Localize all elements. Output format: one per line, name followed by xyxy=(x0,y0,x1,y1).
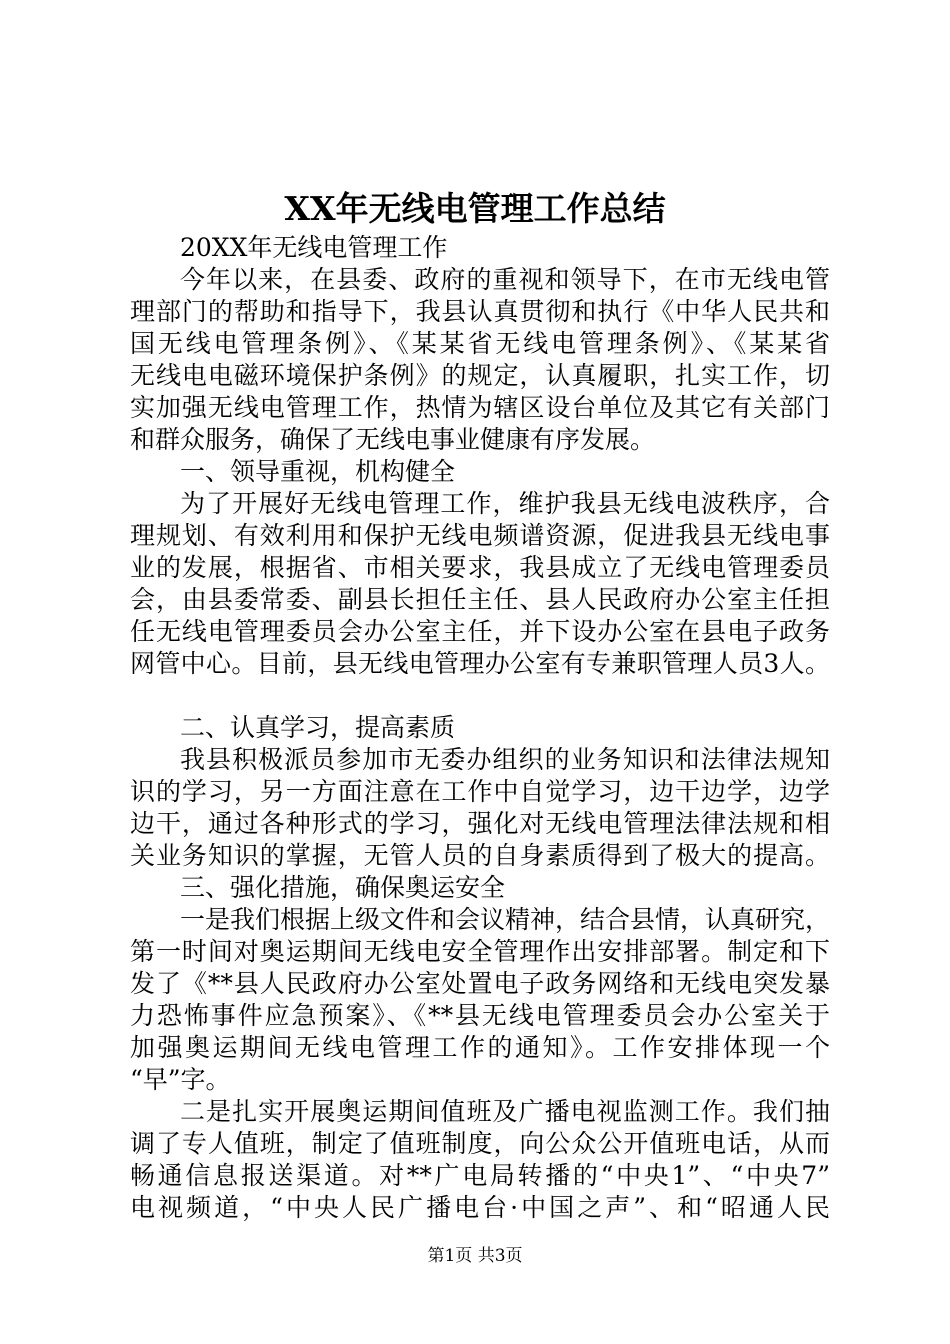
paragraph-line: 任无线电管理委员会办公室主任，并下设办公室在县电子政务 xyxy=(130,617,830,646)
paragraph-line: 理部门的帮助和指导下，我县认真贯彻和执行《中华人民共和 xyxy=(130,297,830,326)
paragraph-line: 发了《**县人民政府办公室处置电子政务网络和无线电突发暴 xyxy=(130,969,830,998)
paragraph-line: 力恐怖事件应急预案》、《**县无线电管理委员会办公室关于 xyxy=(130,1001,830,1030)
paragraph-line: 理规划、有效利用和保护无线电频谱资源，促进我县无线电事 xyxy=(130,521,830,550)
paragraph-line: 和群众服务，确保了无线电事业健康有序发展。 xyxy=(130,425,656,454)
blank-line xyxy=(130,680,830,712)
paragraph-line: 第一时间对奥运期间无线电安全管理作出安排部署。制定和下 xyxy=(130,937,830,966)
paragraph-line: 业的发展，根据省、市相关要求，我县成立了无线电管理委员 xyxy=(130,553,830,582)
paragraph-line: 边干，通过各种形式的学习，强化对无线电管理法律法规和相 xyxy=(130,809,830,838)
paragraph-line: 为了开展好无线电管理工作，维护我县无线电波秩序，合 xyxy=(180,489,830,518)
subtitle-line: 20XX年无线电管理工作 xyxy=(180,233,448,262)
paragraph-line: 识的学习，另一方面注意在工作中自觉学习，边干边学，边学 xyxy=(130,777,830,806)
document-title: XX年无线电管理工作总结 xyxy=(284,189,666,228)
page-footer: 第1页 共3页 xyxy=(427,1246,523,1266)
paragraph-line: 关业务知识的掌握，无管人员的自身素质得到了极大的提高。 xyxy=(130,841,830,870)
section-heading: 一、领导重视，机构健全 xyxy=(180,457,456,486)
paragraph-line: 国无线电管理条例》、《某某省无线电管理条例》、《某某省 xyxy=(130,329,830,358)
paragraph-line: “早”字。 xyxy=(130,1065,231,1094)
paragraph-line: 我县积极派员参加市无委办组织的业务知识和法律法规知 xyxy=(180,745,830,774)
paragraph-line: 实加强无线电管理工作，热情为辖区设台单位及其它有关部门 xyxy=(130,393,830,422)
section-heading: 二、认真学习，提高素质 xyxy=(180,713,456,742)
paragraph-line: 二是扎实开展奥运期间值班及广播电视监测工作。我们抽 xyxy=(180,1097,830,1126)
paragraph-line: 调了专人值班，制定了值班制度，向公众公开值班电话，从而 xyxy=(130,1129,830,1158)
paragraph-line: 畅通信息报送渠道。对**广电局转播的“中央1”、“中央7” xyxy=(130,1161,830,1190)
paragraph-line: 网管中心。目前，县无线电管理办公室有专兼职管理人员3人。 xyxy=(130,649,830,678)
paragraph-line: 无线电电磁环境保护条例》的规定，认真履职，扎实工作，切 xyxy=(130,361,830,390)
paragraph-line: 加强奥运期间无线电管理工作的通知》。工作安排体现一个 xyxy=(130,1033,830,1062)
paragraph-line: 会，由县委常委、副县长担任主任、县人民政府办公室主任担 xyxy=(130,585,830,614)
section-heading: 三、强化措施，确保奥运安全 xyxy=(180,873,506,902)
paragraph-line: 电视频道，“中央人民广播电台·中国之声”、和“昭通人民 xyxy=(130,1193,830,1222)
paragraph-line: 今年以来，在县委、政府的重视和领导下，在市无线电管 xyxy=(180,265,830,294)
paragraph-line: 一是我们根据上级文件和会议精神，结合县情，认真研究， xyxy=(180,905,831,934)
document-body xyxy=(130,232,830,1224)
